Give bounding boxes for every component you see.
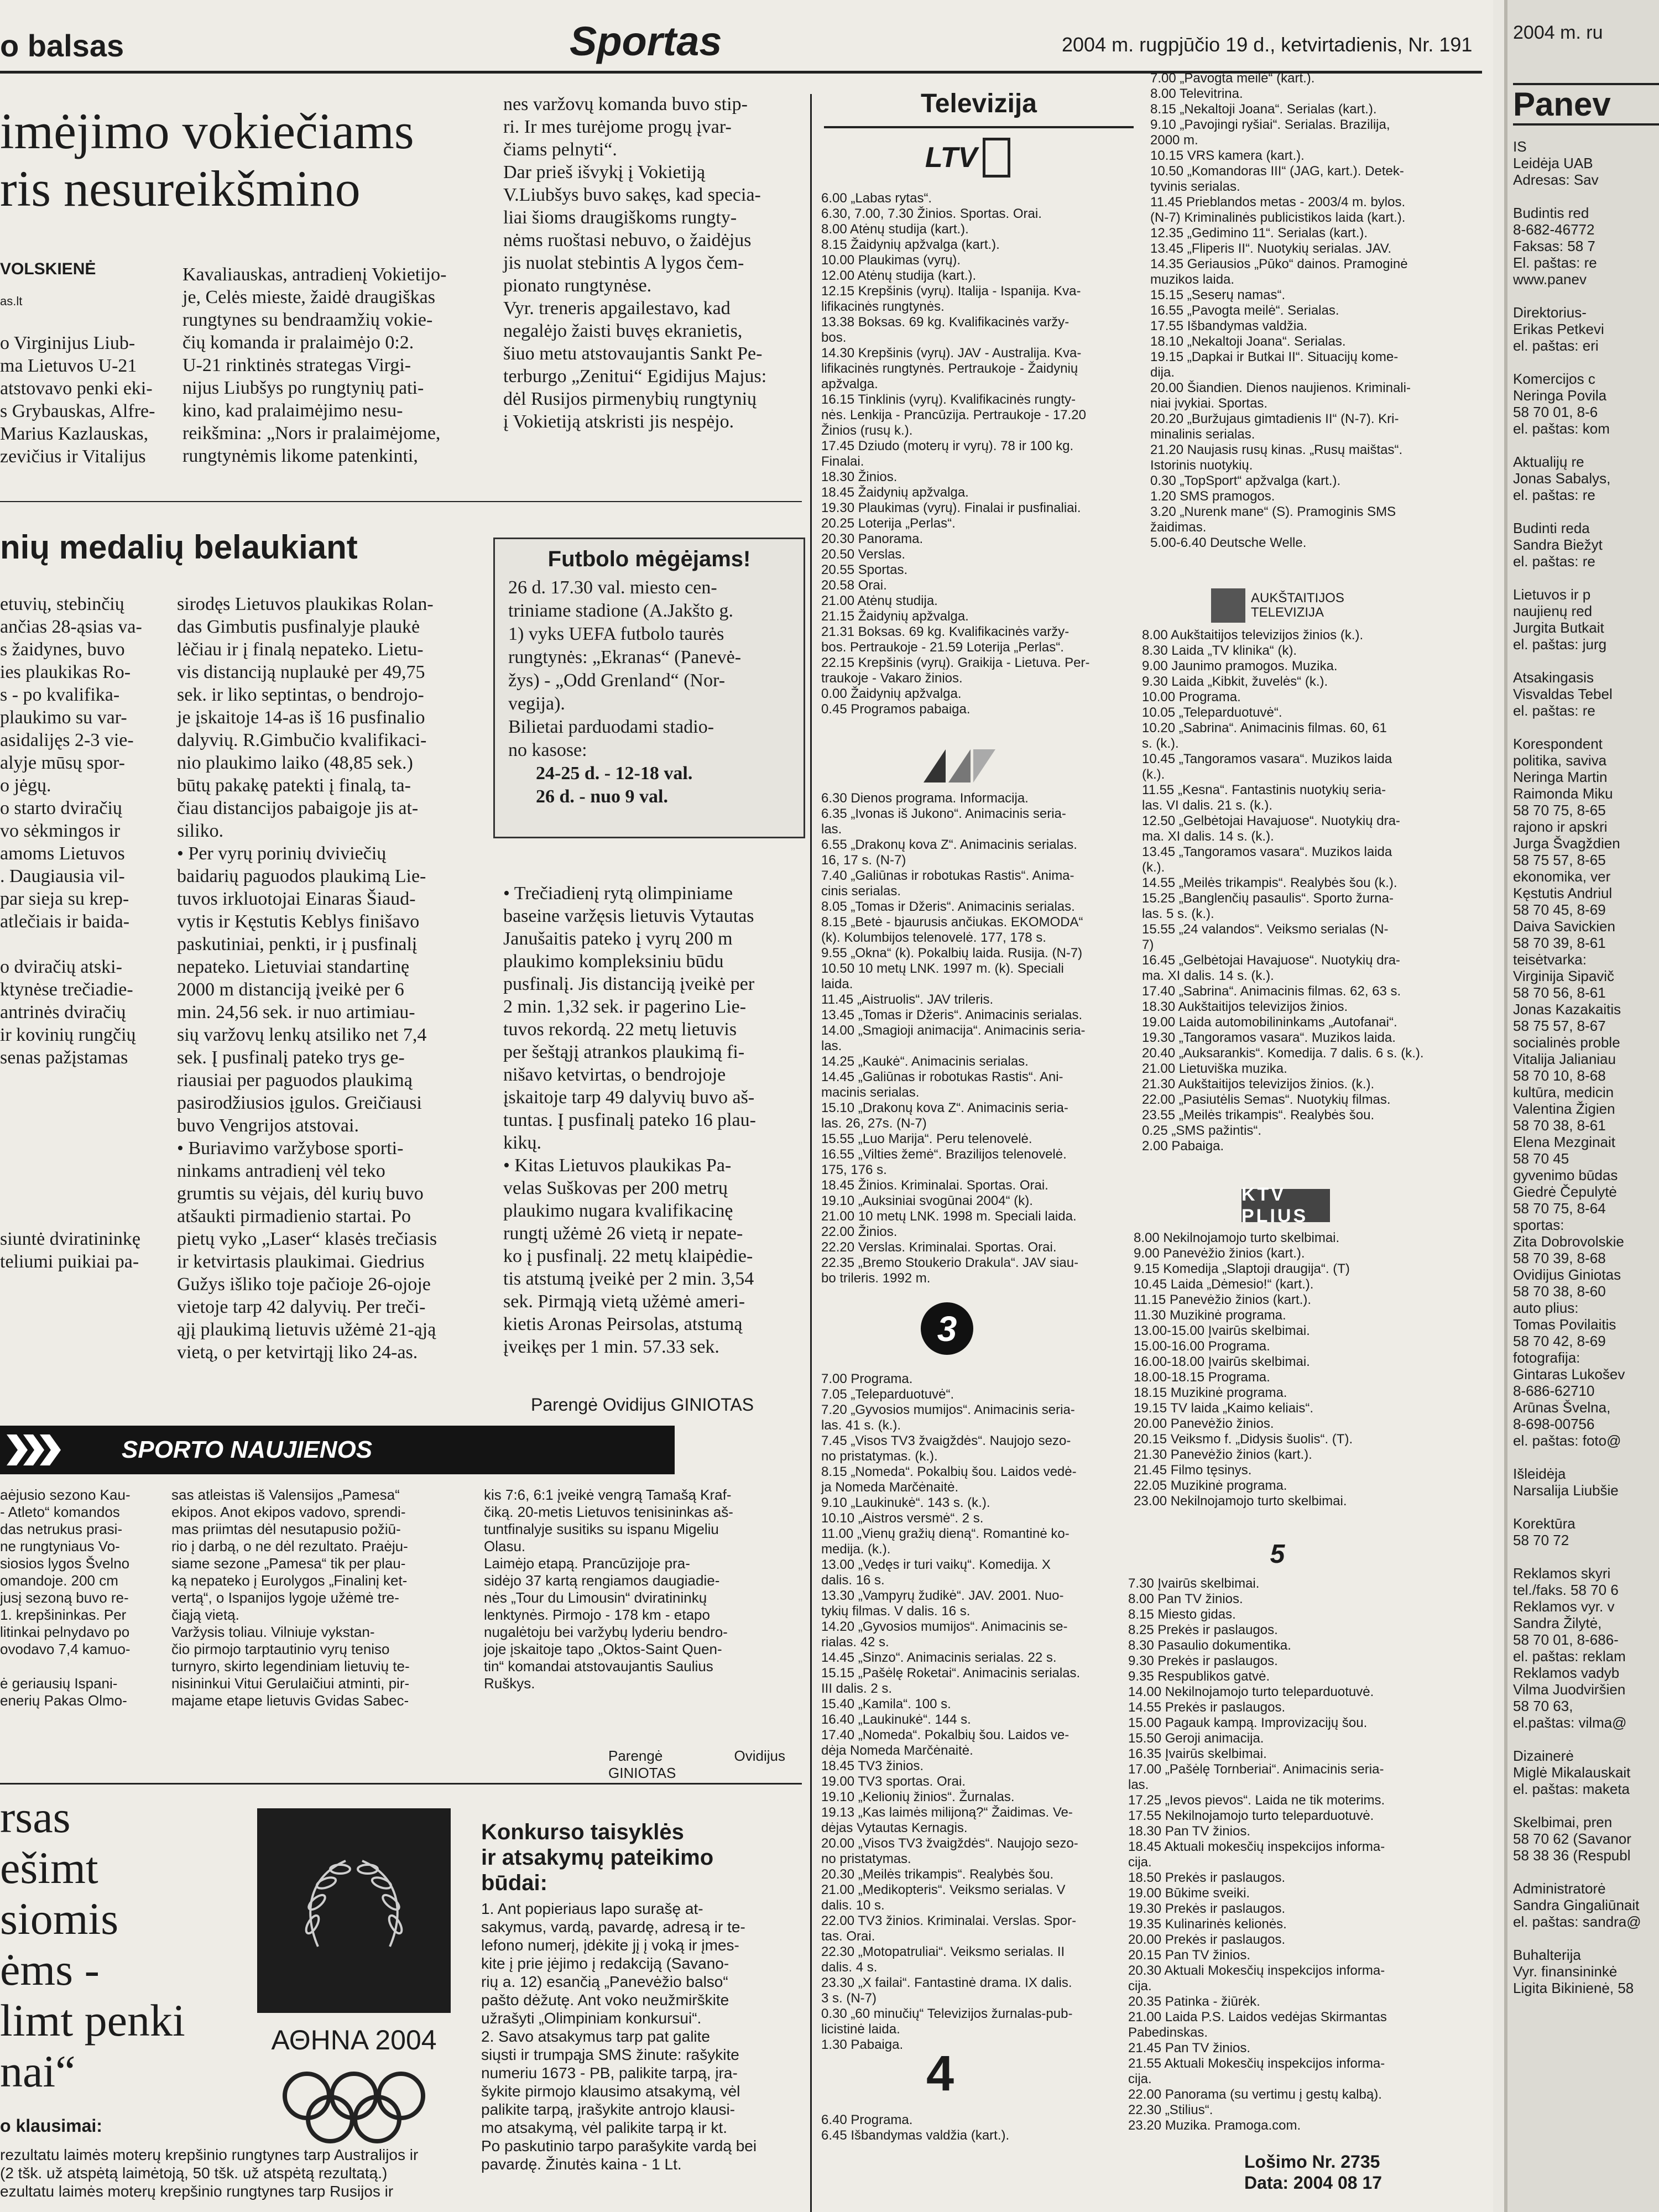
article1-byline: VOLSKIENĖ	[0, 260, 96, 278]
adjacent-page-masthead: Panev	[1513, 83, 1659, 126]
header-date-issue: 2004 m. rugpjūčio 19 d., ketvirtadienis, Nr. 191	[1062, 33, 1473, 56]
article1-column-1: o Virginijus Liub- ma Lietuvos U-21 atstovavo penki eki- s Grybauskas, Alfre- Marius Kazlauskas, zevičius ir Vitalijus	[0, 333, 155, 467]
article2-signature: Parengė Ovidijus GINIOTAS	[531, 1395, 754, 1415]
quiz-big-title: rsas ešimt siomis ėms - limt penki nai“	[0, 1792, 185, 2096]
quiz-rules-title: Konkurso taisyklės ir atsakymų pateikimo būdai:	[481, 1820, 714, 1895]
sports-news-column-2: sas atleistas iš Valensijos „Pamesa“ ekipos. Anot ekipos vadovo, sprendi- mas priimtas dėl nesutapusio požiū- rio į darbą, o ne dėl rezultato. Praėju- siame sezone „Pamesa“ tik per plau- ką nepateko į Eurolygos „Finalinį ket- vertą“, o Ispanijos lygoje užėmė tre- čiąją vietą. Varžysis toliau. Vilniuje vykstan- čio pirmojo tarptautinio vyrų teniso turnyro, skirto legendiniam lietuvių te- nisininkui Vitui Gerulaičiui atminti, pir- majame etape lietuvis Gvidas Sabec-	[171, 1486, 410, 1709]
sports-news-column-3: kis 7:6, 6:1 įveikė vengrą Tamašą Kraf- čiką. 20-metis Lietuvos tenisininkas aš- tuntfinalyje susitiks su ispanu Migeliu Olasu. Laimėjo etapą. Prancūzijoje pra- sidėjo 37 kartą rengiamos daugiadie- nės „Tour du Limousin“ dviratininkų lenktynės. Pirmojo - 178 km - etapo nugalėtoju bei varžybų lyderiu bendro- joje įskaitoje tapo „Oktos-Saint Quen- tin“ komandai atstovaujantis Saulius Ruškys.	[484, 1486, 733, 1692]
ltv-schedule: 6.00 „Labas rytas“. 6.30, 7.00, 7.30 Žinios. Sportas. Orai. 8.00 Atėnų studija (kart.). 8.15 Žaidynių apžvalga (kart.). 10.00 Plaukimas (vyrų). 12.00 Atėnų studija (kart.). 12.15 Krepšinis (vyrų). Italija - Ispanija. Kva- lifikacinės rungtynės. 13.38 Boksas. 69 kg. Kvalifikacinės varžy- bos. 14.30 Krepšinis (vyrų). JAV - Australija. Kva- lifikacinės rungtynės. Pertraukoje - Žaidynių apžvalga. 16.15 Tinklinis (vyrų). Kvalifikacinės rungty- nės. Lenkija - Prancūzija. Pertraukoje - 17.20 Žinios (rusų k.). 17.45 Dziudo (moterų ir vyrų). 78 ir 100 kg. Finalai. 18.30 Žinios. 18.45 Žaidynių apžvalga. 19.30 Plaukimas (vyrų). Finalai ir pusfinaliai. 20.25 Loterija „Perlas“. 20.30 Panorama. 20.50 Verslas. 20.55 Sportas. 20.58 Orai. 21.00 Atėnų studija. 21.15 Žaidynių apžvalga. 21.31 Boksas. 69 kg. Kvalifikacinės varžy- bos. Pertraukoje - 21.59 Loterija „Perlas“. 22.15 Krepšinis (vyrų). Graikija - Lietuva. Per- traukoje - Vakaro žinios. 0.00 Žaidynių apžvalga. 0.45 Programos pabaiga.	[821, 191, 1090, 717]
lottery-info	[1244, 2151, 1454, 2193]
lnk-channel-logo	[918, 741, 1001, 785]
header-section-title: Sportas	[570, 18, 722, 64]
adjacent-page-staff-list: IS Leidėja UAB Adresas: Sav Budintis red 8-682-46772 Faksas: 58 7 El. paštas: re www.panev Direktorius- Erikas Petkevi el. paštas: eri Komercijos c Neringa Povila 58 70 01, 8-6 el. paštas: kom Aktualijų re Jonas Sabalys, el. paštas: re Budinti reda Sandra Biežyt el. paštas: re Lietuvos ir p naujienų red Jurgita Butkait el. paštas: jurg Atsakingasis Visvaldas Tebel el. paštas: re Korespondent politika, saviva Neringa Martin Raimonda Miku 58 70 75, 8-65 rajono ir apskri Jurga Švagždien 58 75 57, 8-65 ekonomika, ver Kęstutis Andriul 58 70 45, 8-69 Daiva Savickien 58 70 39, 8-61 teisėtvarka: Virginija Sipavič 58 70 56, 8-61 Jonas Kazakaitis 58 75 57, 8-67 socialinės proble Vitalija Jalianiau 58 70 10, 8-68 kultūra, medicin Valentina Žigien 58 70 38, 8-61 Elena Mezginait 58 70 45 gyvenimo būdas Giedrė Čepulytė 58 70 75, 8-64 sportas: Zita Dobrovolskie 58 70 39, 8-68 Ovidijus Giniotas 58 70 38, 8-60 auto plius: Tomas Povilaitis 58 70 42, 8-69 fotografija: Gintaras Lukošev 8-686-62710 Arūnas Švelna, 8-698-00756 el. paštas: foto@ Išleidėja Narsalija Liubšie Korektūra 58 70 72 Reklamos skyri tel./faks. 58 70 6 Reklamos vyr. v Sandra Žilytė, 58 70 01, 8-686- el. paštas: reklam Reklamos vadyb Vilma Juodviršien 58 70 63, el.paštas: vilma@ Dizainerė Miglė Mikalauskait el. paštas: maketa Skelbimai, pren 58 70 62 (Savanor 58 38 36 (Respubl Administratorė Sandra Gingaliūnait el. paštas: sandra@ Buhalterija Vyr. finansininkė Ligita Bikinienė, 58	[1513, 138, 1641, 1996]
aukstaitijos-tv-mark-icon	[1211, 588, 1245, 623]
article2-headline: nių medalių belaukiant	[0, 529, 358, 566]
lottery-number: Lošimo Nr. 2735	[1244, 2152, 1380, 2172]
channel-5-logo	[1255, 1535, 1300, 1573]
article2-column-1: etuvių, stebinčių ančias 28-ąsias va- s žaidynes, buvo ies plaukikas Ro- s - po kvalifika- plaukimo su var- asidalijęs 2-3 vie- alyje mūsų spor- o jėgų. o starto dviračių vo sėkmingos ir amoms Lietuvos . Daugiausia vil- par sieja su krep- atlečiais ir baida- o dviračių atski- ktynėse trečiadie- antrinės dviračių ir kovinių rungčių senas pažįstamas siuntė dviratininkę teliumi puikiai pa-	[0, 594, 142, 1272]
quiz-divider	[0, 1783, 802, 1785]
lottery-date: Data: 2004 08 17	[1244, 2173, 1383, 2193]
quiz-questions-label: o klausimai:	[0, 2116, 102, 2136]
tv-title-rule	[824, 126, 1134, 128]
football-box-hours-2: 26 d. - nuo 9 val.	[536, 786, 668, 807]
aukstaitijos-tv-schedule: 8.00 Aukštaitijos televizijos žinios (k.). 8.30 Laida „TV klinika“ (k). 9.00 Jaunimo pramogos. Muzika. 9.30 Laida „Kibkit, žuvelės“ (k.). 10.00 Programa. 10.05 „Teleparduotuvė“. 10.20 „Sabrina“. Animacinis filmas. 60, 61 s. (k.). 10.45 „Tangoramos vasara“. Muzikos laida (k.). 11.55 „Kesna“. Fantastinis nuotykių seria- las. VI dalis. 21 s. (k.). 12.50 „Gelbėtojai Havajuose“. Nuotykių dra- ma. XI dalis. 14 s. (k.). 13.45 „Tangoramos vasara“. Muzikos laida (k.). 14.55 „Meilės trikampis“. Realybės šou (k.). 15.25 „Banglenčių pasaulis“. Sporto žurna- las. 5 s. (k.). 15.55 „24 valandos“. Veiksmo serialas (N- 7) 16.45 „Gelbėtojai Havajuose“. Nuotykių dra- ma. XI dalis. 14 s. (k.). 17.40 „Sabrina“. Animacinis filmas. 62, 63 s. 18.30 Aukštaitijos televizijos žinios. 19.00 Laida automobilininkams „Autofanai“. 19.30 „Tangoramos vasara“. Muzikos laida. 20.40 „Auksarankis“. Komedija. 7 dalis. 6 s. (k.). 21.00 Lietuviška muzika. 21.30 Aukštaitijos televizijos žinios. (k.). 22.00 „Pasiutėlis Semas“. Nuotykių filmas. 23.55 „Meilės trikampis“. Realybės šou. 0.25 „SMS pažintis“. 2.00 Pabaiga.	[1142, 628, 1424, 1154]
channel-4-schedule: 6.40 Programa. 6.45 Išbandymas valdžia (kart.).	[821, 2112, 1010, 2143]
football-box-text: 26 d. 17.30 val. miesto cen- triniame stadione (A.Jakšto g. 1) vyks UEFA futbolo taurės rungtynės: „Ekranas“ (Panevė- žys) - „Odd Grenland“ (Nor- vegija). Bilietai parduodami stadio- no kasose:	[508, 577, 742, 760]
lnk-schedule: 6.30 Dienos programa. Informacija. 6.35 „Ivonas iš Jukono“. Animacinis seria- las. 6.55 „Drakonų kova Z“. Animacinis serialas. 16, 17 s. (N-7) 7.40 „Galiūnas ir robotukas Rastis“. Anima- cinis serialas. 8.05 „Tomas ir Džeris“. Animacinis serialas. 8.15 „Betė - bjaurusis ančiukas. EKOMODA“ (k). Kolumbijos telenovelė. 177, 178 s. 9.55 „Okna“ (k). Pokalbių laida. Rusija. (N-7) 10.50 10 metų LNK. 1997 m. (k). Speciali laida. 11.45 „Aistruolis“. JAV trileris. 13.45 „Tomas ir Džeris“. Animacinis serialas. 14.00 „Smagioji animacija“. Animacinis seria- las. 14.25 „Kaukė“. Animacinis serialas. 14.45 „Galiūnas ir robotukas Rastis“. Ani- macinis serialas. 15.10 „Drakonų kova Z“. Animacinis seria- las. 26, 27s. (N-7) 15.55 „Luo Marija“. Peru telenovelė. 16.55 „Vilties žemė“. Brazilijos telenovelė. 175, 176 s. 18.45 Žinios. Kriminalai. Sportas. Orai. 19.10 „Auksiniai svogūnai 2004“ (k). 21.00 10 metų LNK. 1998 m. Speciali laida. 22.00 Žinios. 22.20 Verslas. Kriminalai. Sportas. Orai. 22.35 „Bremo Stoukerio Drakula“. JAV siau- bo trileris. 1992 m.	[821, 791, 1086, 1286]
ktv-plius-schedule: 8.00 Nekilnojamojo turto skelbimai. 9.00 Panevėžio žinios (kart.). 9.15 Komedija „Slaptoji draugija“. (T) 10.45 Laida „Dėmesio!“ (kart.). 11.15 Panevėžio žinios (kart.). 11.30 Muzikinė programa. 13.00-15.00 Įvairūs skelbimai. 15.00-16.00 Programa. 16.00-18.00 Įvairūs skelbimai. 18.00-18.15 Programa. 18.15 Muzikinė programa. 19.15 TV laida „Kaimo keliais“. 20.00 Panevėžio žinios. 20.15 Veiksmo f. „Didysis šuolis“. (T). 21.30 Panevėžio žinios (kart.). 21.45 Filmo tęsinys. 22.05 Muzikinė programa. 23.00 Nekilnojamojo turto skelbimai.	[1134, 1230, 1353, 1509]
channel-5-logo-text: 5	[1270, 1539, 1285, 1569]
adjacent-page-date: 2004 m. ru	[1513, 22, 1603, 43]
article2-column-2: sirodęs Lietuvos plaukikas Rolan- das Gimbutis pusfinalyje plaukė lėčiau ir į finalą nepateko. Lietu- vis distanciją nuplaukė per 49,75 sek. ir liko septintas, o bendrojo- je įskaitoje 14-as iš 16 pusfinalio dalyvių. R.Gimbučio kvalifikaci- nio plaukimo laiko (48,85 sek.) būtų pakakę patekti į finalą, ta- čiau distancijos pabaigoje jis at- siliko. • Per vyrų porinių dviviečių baidarių paguodos plaukimą Lie- tuvos irkluotojai Einaras Šiaud- vytis ir Kęstutis Keblys finišavo paskutiniai, penkti, ir į pusfinalį nepateko. Lietuviai standartinę 2000 m distanciją įveikė per 6 min. 24,56 sek. ir nuo artimiau- sių varžovų lenkų atsiliko net 7,4 sek. Į pusfinalį pateko trys ge- riausiai per paguodos plaukimą pasirodžiusios įgulos. Greičiausi buvo Vengrijos atstovai. • Buriavimo varžybose sporti- ninkams antradienį vėl teko grumtis su vėjais, dėl kurių buvo atšaukti pirmadienio startai. Po pietų vyko „Laser“ klasės trečiasis ir ketvirtasis plaukimai. Giedrius Gužys išliko toje pačioje 26-ojoje vietoje tarp 42 dalyvių. Per treči- ąjį plaukimą lietuvis užėmė 21-ąją vietą, o per ketvirtąjį liko 24-as.	[177, 594, 437, 1363]
sports-news-banner-title: SPORTO NAUJIENOS	[122, 1436, 373, 1463]
ktv-plius-logo-text: KTV PLIUS	[1241, 1184, 1308, 1227]
article2-column-3: • Trečiadienį rytą olimpiniame baseine varžęsis lietuvis Vytautas Janušaitis pateko į vyrų 200 m plaukimo kompleksiniu būdu pusfinalį. Jis distanciją įveikė per 2 min. 1,32 sek. ir pagerino Lie- tuvos rekordą. 22 metų lietuvis per šeštąjį atrankos plaukimą fi- nišavo ketvirtas, o bendrojoje įskaitoje tarp 49 dalyvių buvo aš- tuntas. Į pusfinalį pateko 16 plau- kikų. • Kitas Lietuvos plaukikas Pa- velas Suškovas per 200 metrų plaukimo nugara kvalifikacinę rungtį užėmė 26 vietą ir nepate- ko į pusfinalį. 22 metų klaipėdie- tis atstumą įveikė per 2 min. 3,54 sek. Pirmąją vietą užėmė ameri- kietis Aronas Peirsolas, atstumą įveikęs per 1 min. 57.33 sek.	[503, 883, 757, 1357]
sports-news-column-1: aėjusio sezono Kau- - Atleto“ komandos das netrukus prasi- ne rungtyniaus Vo- siosios lygos Švelno omandoje. 200 cm jusį sezoną buvo re- 1. krepšininkas. Per litinkai pelnydavo po ovodavo 7,4 kamuo- ė geriausių Ispani- enerių Pakas Olmo-	[0, 1486, 131, 1709]
channel-4-logo-text: 4	[926, 2046, 954, 2101]
tv3-channel-logo	[921, 1302, 973, 1355]
olive-wreath-emblem	[257, 1808, 451, 2013]
header-paper-name: o balsas	[0, 28, 124, 63]
channel-5-schedule: 7.30 Įvairūs skelbimai. 8.00 Pan TV žinios. 8.15 Miesto gidas. 8.25 Prekės ir paslaugos. 8.30 Pasaulio dokumentika. 9.30 Prekės ir paslaugos. 9.35 Respublikos gatvė. 14.00 Nekilnojamojo turto teleparduotuvė. 14.55 Prekės ir paslaugos. 15.00 Pagauk kampą. Improvizacijų šou. 15.50 Geroji animacija. 16.35 Įvairūs skelbimai. 17.00 „Pašėlę Tornberiai“. Animacinis seria- las. 17.25 „Ievos pievos“. Laida ne tik moterims. 17.55 Nekilnojamojo turto teleparduotuvė. 18.30 Pan TV žinios. 18.45 Aktuali mokesčių inspekcijos informa- cija. 18.50 Prekės ir paslaugos. 19.00 Būkime sveiki. 19.30 Prekės ir paslaugos. 19.35 Kulinarinės kelionės. 20.00 Prekės ir paslaugos. 20.15 Pan TV žinios. 20.30 Aktuali Mokesčių inspekcijos informa- cija. 20.35 Patinka - žiūrėk. 21.00 Laida P.S. Laidos vedėjas Skirmantas Pabedinskas. 21.45 Pan TV žinios. 21.55 Aktuali Mokesčių inspekcijos informa- cija. 22.00 Panorama (su vertimu į gestų kalbą). 22.30 „Stilius“. 23.20 Muzika. Pramoga.com.	[1128, 1576, 1387, 2133]
article-divider	[0, 501, 802, 502]
quiz-rules-body: 1. Ant popieriaus lapo surašę at- sakymus, vardą, pavardę, adresą ir te- lefono numerį, įdėkite jį į voką ir įmes- kite į prie įėjimo į redakciją (Savano- rių a. 12) esančią „Panevėžio balso“ pašto dėžutę. Ant voko neužmirškite užrašyti „Olimpiniam konkursui“. 2. Savo atsakymus tarp pat galite siųsti ir trumpąja SMS žinute: rašykite numeriu 1673 - PB, palikite tarpą, įra- šykite pirmojo klausimo atsakymą, vėl palikite tarpą, įrašykite antrojo klausi- mo atsakymą, vėl palikite tarpą ir kt. Po paskutinio tarpo parašykite vardą bei pavardę. Žinutės kaina - 1 Lt.	[481, 1900, 757, 2173]
tv-column-2-continuation: 7.00 „Pavogta meilė“ (kart.). 8.00 Televitrina. 8.15 „Nekaltoji Joana“. Serialas (kart.). 9.10 „Pavojingi ryšiai“. Serialas. Brazilija, 2000 m. 10.15 VRS kamera (kart.). 10.50 „Komandoras III“ (JAG, kart.). Detek- tyvinis serialas. 11.45 Prieblandos metas - 2003/4 m. bylos. (N-7) Kriminalinės publicistikos laida (kart.). 12.35 „Gedimino 11“. Serialas (kart.). 13.45 „Fliperis II“. Nuotykių serialas. JAV. 14.35 Geriausios „Pūko“ dainos. Pramoginė muzikos laida. 15.15 „Seserų namas“. 16.55 „Pavogta meilė“. Serialas. 17.55 Išbandymas valdžia. 18.10 „Nekaltoji Joana“. Serialas. 19.15 „Dapkai ir Butkai II“. Situacijų kome- dija. 20.00 Šiandien. Dienos naujienos. Kriminali- niai įvykiai. Sportas. 20.20 „Buržujaus gimtadienis II“ (N-7). Kri- minalinis serialas. 21.20 Naujasis rusų kinas. „Rusų maištas“. Istorinis nuotykių. 0.30 „TopSport“ apžvalga (kart.). 1.20 SMS pramogos. 3.20 „Nurenk mane“ (S). Pramoginis SMS žaidimas. 5.00-6.40 Deutsche Welle.	[1150, 71, 1411, 550]
ltv-logo-text: LTV	[925, 142, 978, 174]
olympic-rings-icon	[276, 2068, 431, 2146]
article1-column-3: nes varžovų komanda buvo stip- ri. Ir mes turėjome progų įvar- čiams pelnyti“. Dar prieš išvykį į Vokietiją V.Liubšys buvo sakęs, kad specia- liai šioms draugiškoms rungty- nėms ruoštasi nebuvo, o žaidėjus jis nuolat stebintis A lygos čem- pionato rungtynėse. Vyr. treneris apgailestavo, kad negalėjo žaisti buvęs ekranietis, šiuo metu atstovaujantis Sankt Pe- terburgo „Zenitui“ Egidijus Majus: dėl Rusijos pirmenybių rungtynių į Vokietiją atskristi jis nespėjo.	[503, 94, 767, 432]
tv3-schedule: 7.00 Programa. 7.05 „Teleparduotuvė“. 7.20 „Gyvosios mumijos“. Animacinis seria- las. 41 s. (k.). 7.45 „Visos TV3 žvaigždės“. Naujojo sezo- no pristatymas. (k.). 8.15 „Nomeda“. Pokalbių šou. Laidos vedė- ja Nomeda Marčėnaitė. 9.10 „Laukinukė“. 143 s. (k.). 10.10 „Aistros versmė“. 2 s. 11.00 „Vienų gražių dieną“. Romantinė ko- medija. (k.). 13.00 „Vedęs ir turi vaikų“. Komedija. X dalis. 16 s. 13.30 „Vampyrų žudikė“. JAV. 2001. Nuo- tykių filmas. V dalis. 16 s. 14.20 „Gyvosios mumijos“. Animacinis se- rialas. 42 s. 14.45 „Sinzo“. Animacinis serialas. 22 s. 15.15 „Pašėlę Roketai“. Animacinis serialas. III dalis. 2 s. 15.40 „Kamila“. 100 s. 16.40 „Laukinukė“. 144 s. 17.40 „Nomeda“. Pokalbių šou. Laidos ve- dėja Nomeda Marčėnaitė. 18.45 TV3 žinios. 19.00 TV3 sportas. Orai. 19.10 „Kelionių žinios“. Žurnalas. 19.13 „Kas laimės milijoną?“ Žaidimas. Ve- dėjas Vytautas Kernagis. 20.00 „Visos TV3 žvaigždės“. Naujojo sezo- no pristatymas. 20.30 „Meilės trikampis“. Realybės šou. 21.00 „Medikopteris“. Veiksmo serialas. V dalis. 10 s. 22.00 TV3 žinios. Kriminalai. Verslas. Spor- tas. Orai. 22.30 „Motopatruliai“. Veiksmo serialas. II dalis. 4 s. 23.30 „X failai“. Fantastinė drama. IX dalis. 3 s. (N-7) 0.30 „60 minučių“ Televizijos žurnalas-pub- licistinė laida. 1.30 Pabaiga.	[821, 1371, 1081, 2052]
sports-news-signature: Parengė Ovidijus GINIOTAS	[608, 1747, 785, 1781]
aukstaitijos-tv-logo-text: AUKŠTAITIJOS TELEVIZIJA	[1251, 591, 1344, 620]
athens-2004-label: ΑΘΗΝΑ 2004	[271, 2025, 437, 2056]
tv-section-title: Televizija	[921, 89, 1037, 118]
article1-email: as.lt	[0, 294, 23, 308]
ktv-plius-logo	[1241, 1184, 1330, 1227]
article1-headline: imėjimo vokiečiams ris nesureikšmino	[0, 103, 414, 217]
football-box-hours-1: 24-25 d. - 12-18 val.	[536, 763, 693, 784]
football-announcement-box	[493, 538, 805, 838]
quiz-question-1: rezultatu laimės moterų krepšinio rungtynes tarp Australijos ir (2 tšk. už atspėtą laimėtoją, 50 tšk. už atspėtą rezultatą.) ezultatu laimės moterų krepšinio rungtynes tarp Rusijos ir	[0, 2146, 419, 2200]
ltv-channel-logo	[912, 133, 1023, 182]
banner-stripes-icon	[7, 1434, 79, 1465]
article1-column-2: Kavaliauskas, antradienį Vokietijo- je, Celės mieste, žaidė draugiškas rungtynes su bendraamžių vokie- čių komanda ir pralaimėjo 0:2. U-21 rinktinės strategas Virgi- nijus Liubšys po rungtynių pati- kino, kad pralaimėjimo nesu- reikšmina: „Nors ir pralaimėjome, rungtynėmis likome patenkinti,	[182, 264, 447, 466]
sports-news-banner	[0, 1426, 675, 1474]
tv3-logo-text: 3	[937, 1308, 957, 1349]
ltv-logo-mark-icon	[983, 138, 1010, 178]
aukstaitijos-tv-logo	[1211, 586, 1377, 625]
adjacent-page-edge	[1504, 0, 1659, 2212]
football-box-title: Futbolo mėgėjams!	[547, 547, 751, 571]
channel-4-logo	[918, 2046, 962, 2101]
tv-column-rule	[810, 94, 812, 2212]
